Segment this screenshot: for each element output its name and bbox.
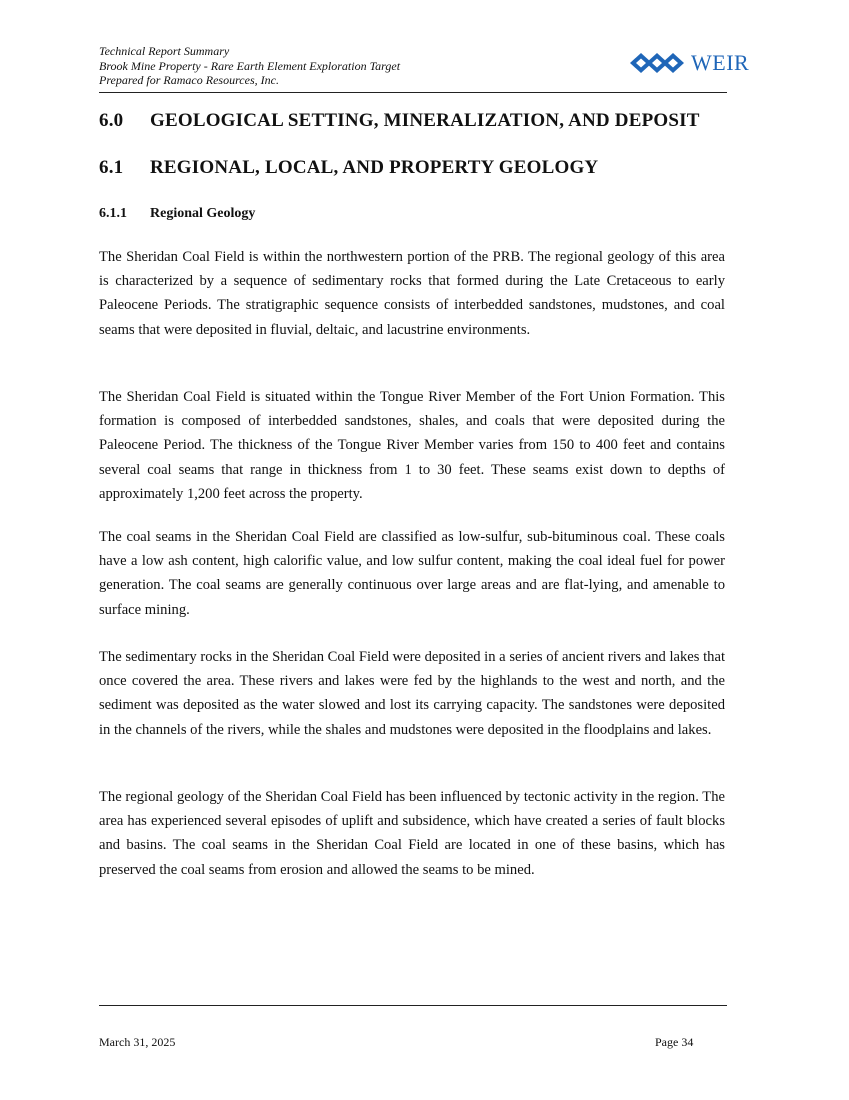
section-title: GEOLOGICAL SETTING, MINERALIZATION, AND DEPOSIT (150, 110, 700, 131)
page-number: Page 34 (655, 1035, 694, 1049)
paragraph: The coal seams in the Sheridan Coal Field are classified as low-sulfur, sub-bituminous coal. These coals have a low ash content, high calorific value, and low sulfur content, making the coal ideal fuel for power generation. The coal seams are generally continuous over large areas and are flat-lying, and amenable to surface mining. (99, 529, 725, 618)
footer-date: March 31, 2025 (99, 1035, 176, 1049)
page-header (99, 44, 750, 94)
header-divider (99, 92, 727, 93)
subsection-number: 6.1 (99, 157, 124, 178)
subsubsection-number: 6.1.1 (99, 206, 127, 221)
footer-divider (99, 1005, 727, 1006)
header-report-type: Technical Report Summary (99, 44, 230, 58)
header-project-name: Brook Mine Property - Rare Earth Element Exploration Target (99, 58, 401, 73)
subsubsection-heading (99, 206, 255, 222)
subsection-heading (99, 157, 598, 179)
logo-text: WEIR (691, 50, 750, 75)
section-heading (99, 110, 700, 132)
section-number: 6.0 (99, 110, 124, 131)
paragraph: The regional geology of the Sheridan Coal Field has been influenced by tectonic activity in the region. The area has experienced several episodes of uplift and subsidence, which have created a series of fault blocks and basins. The coal seams in the Sheridan Coal Field are located in one of these basins, which has preserved the coal seams from erosion and allowed the seams to be mined. (99, 789, 725, 878)
weir-diamond-logo-icon (630, 52, 690, 74)
subsection-title: REGIONAL, LOCAL, AND PROPERTY GEOLOGY (150, 157, 599, 178)
weir-logo (630, 50, 749, 76)
paragraph: The Sheridan Coal Field is within the northwestern portion of the PRB. The regional geology of this area is characterized by a sequence of sedimentary rocks that formed during the Late Cretaceous to early Paleocene Periods. The stratigraphic sequence consists of interbedded sandstones, mudstones, and coal seams that were deposited in fluvial, deltaic, and lacustrine environments. (99, 249, 725, 338)
paragraph: The Sheridan Coal Field is situated within the Tongue River Member of the Fort Union Formation. This formation is composed of interbedded sandstones, shales, and coals that were deposited during the Paleocene Period. The thickness of the Tongue River Member varies from 150 to 400 feet and contains several coal seams that range in thickness from 1 to 30 feet. These seams exist down to depths of approximately 1,200 feet across the property. (99, 389, 725, 502)
header-prepared-for: Prepared for Ramaco Resources, Inc. (99, 73, 279, 87)
subsubsection-title: Regional Geology (150, 206, 256, 221)
paragraph: The sedimentary rocks in the Sheridan Coal Field were deposited in a series of ancient rivers and lakes that once covered the area. These rivers and lakes were fed by the highlands to the west and north, and the sediment was deposited as the water slowed and lost its carrying capacity. The sandstones were deposited in the channels of the rivers, while the shales and mudstones were deposited in the floodplains and lakes. (99, 649, 725, 738)
